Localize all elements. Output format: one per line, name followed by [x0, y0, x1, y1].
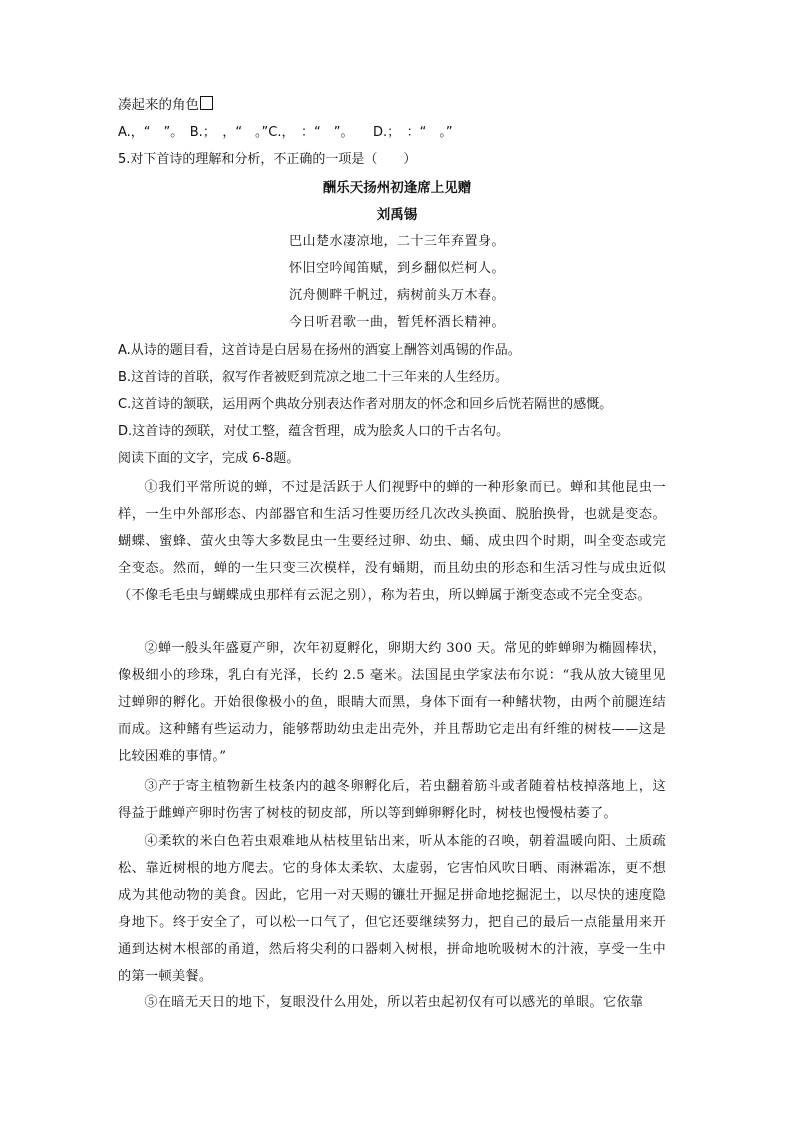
poem-line: 巴山楚水凄凉地，二十三年弃置身。	[288, 234, 505, 249]
poem-title: 酬乐天扬州初逢席上见赠	[322, 180, 472, 196]
reading-intro: 阅读下面的文字，完成 6-8题。	[118, 451, 300, 466]
option-d: D.这首诗的颈联，对仗工整，蕴含哲理，成为脍炙人口的千古名句。	[118, 424, 510, 439]
fragment-text: 凑起来的角色	[118, 97, 199, 113]
poem-line: 怀旧空吟闻笛赋，到乡翻似烂柯人。	[288, 261, 505, 276]
fragment-line	[118, 95, 213, 115]
paragraph-5: ⑤在暗无天日的地下，复眼没什么用处，所以若虫起初仅有可以感光的单眼。它依靠	[144, 995, 644, 1010]
option-c: C.这首诗的颔联，运用两个典故分别表达作者对朋友的怀念和回乡后恍若隔世的感慨。	[118, 397, 613, 412]
blank-box-icon	[200, 96, 213, 110]
question-5-stem: 5.对下首诗的理解和分析，不正确的一项是（ ）	[118, 152, 417, 167]
paragraph-1: ①我们平常所说的蝉，不过是活跃于人们视野中的蝉的一种形象而已。蝉和其他昆虫一样，一生中外部形态、内部器官和生活习性要历经几次改头换面、脱胎换骨，也就是变态。蝴蝶、蜜蜂、萤火虫等大多数昆虫一生要经过卵、幼虫、蛹、成虫四个时期，叫全变态或完全变态。然而，蝉的一生只变三次模样，没有蛹期，而且幼虫的形态和生活习性与成虫近似（不像毛毛虫与蝴蝶成虫那样有云泥之别），称为若虫，所以蝉属于渐变态或不完全变态。	[118, 480, 666, 603]
poem-line: 沉舟侧畔千帆过，病树前头万木春。	[288, 288, 505, 303]
option-a: A.从诗的题目看，这首诗是白居易在扬州的酒宴上酬答刘禹锡的作品。	[118, 343, 521, 358]
paragraph-2: ②蝉一般头年盛夏产卵，次年初夏孵化，卵期大约 300 天。常见的蚱蝉卵为椭圆棒状，像极细小的珍珠，乳白有光泽，长约 2.5 毫米。法国昆虫学家法布尔说：“我从放大镜里见过蝉卵的孵化。开始很像极小的鱼，眼睛大而黑，身体下面有一种鳍状物，由两个前腿连结而成。这种鳍有些运动力，能够帮助幼虫走出壳外，并且帮助它走出有纤维的树枝——这是比较困难的事情。”	[118, 641, 666, 764]
poem-author: 刘禹锡	[376, 207, 418, 223]
option-b: B.这首诗的首联，叙写作者被贬到荒凉之地二十三年来的人生经历。	[118, 370, 509, 385]
paragraph-4: ④柔软的米白色若虫艰难地从枯枝里钻出来，听从本能的召唤，朝着温暖向阳、土质疏松、靠近树根的地方爬去。它的身体太柔软、太虚弱，它害怕风吹日晒、雨淋霜冻，更不想成为其他动物的美食。因此，它用一对天赐的镰壮开掘足拼命地挖掘泥土，以尽快的速度隐身地下。终于安全了，可以松一口气了，但它还要继续努力，把自己的最后一点能量用来开通到达树木根部的甬道，然后将尖利的口器刺入树根，拼命地吮吸树木的汁液，享受一生中的第一顿美餐。	[118, 834, 666, 984]
punctuation-options: A.，“ ”。 B.； ，“ 。”C.， ：“ ”。 D.； ：“ 。”	[118, 125, 453, 140]
paragraph-3: ③产于寄主植物新生枝条内的越冬卵孵化后，若虫翻着筋斗或者随着枯枝掉落地上，这得益于雌蝉产卵时伤害了树枝的韧皮部，所以等到蝉卵孵化时，树枝也慢慢枯萎了。	[118, 779, 666, 821]
poem-line: 今日听君歌一曲，暂凭杯酒长精神。	[288, 315, 505, 330]
